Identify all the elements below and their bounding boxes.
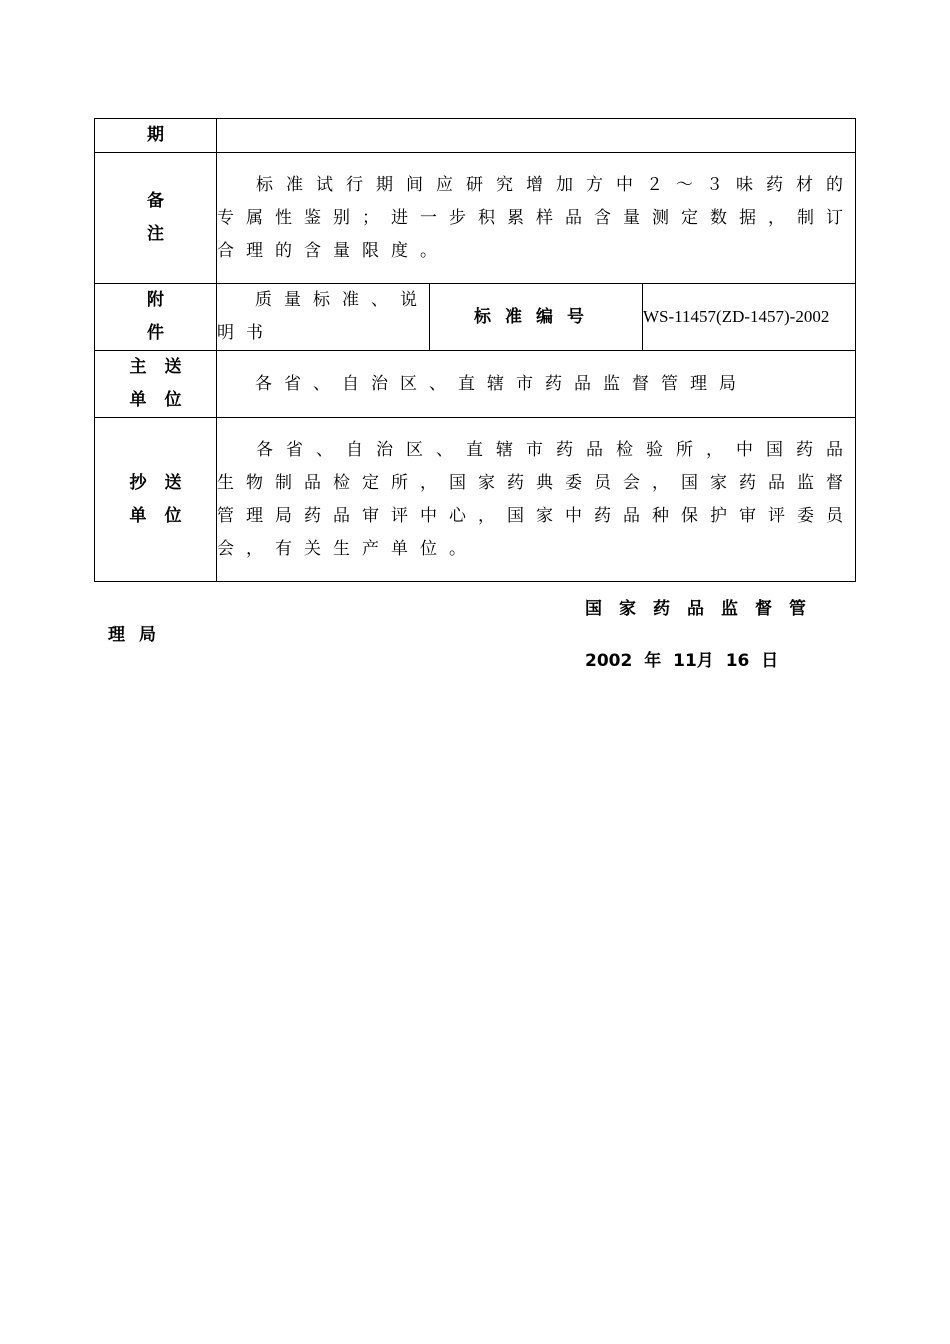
row-remarks [95, 153, 856, 284]
remarks-label-line1: 备 [147, 191, 178, 211]
row-cc-recipient [95, 418, 856, 582]
main-recipient-cell [217, 351, 856, 418]
remarks-label-line2: 注 [147, 224, 178, 244]
approval-table [94, 118, 856, 582]
remarks-cell [217, 153, 856, 284]
attachment-cell [217, 284, 430, 351]
period-label-text: 期 [147, 125, 178, 145]
cc-recipient-cell [217, 418, 856, 582]
remarks-text: 标准试行期间应研究增加方中２～３味药材的专属性鉴别；进一步积累样品含量测定数据，制订合理的含量限度。 [217, 174, 855, 261]
attachment-label-line2: 件 [147, 323, 178, 343]
remarks-label [95, 153, 217, 284]
standard-number-value: WS-11457(ZD-1457)-2002 [643, 284, 856, 351]
cc-recipient-label-line1: 抄送 [129, 472, 200, 493]
row-period [95, 119, 856, 153]
row-main-recipient [95, 351, 856, 418]
attachment-label-line1: 附 [147, 290, 178, 310]
period-value [217, 119, 856, 153]
main-recipient-label-line1: 主送 [129, 357, 200, 377]
cc-recipient-label-line2: 单位 [129, 505, 200, 526]
main-recipient-text: 各省、自治区、直辖市药品监督管理局 [255, 373, 748, 394]
issue-date: 2002 年 11月 16 日 [585, 651, 779, 671]
standard-number-label: 标准编号 [430, 284, 643, 351]
issuer-name-line2: 理局 [108, 625, 170, 645]
main-recipient-label-line2: 单位 [129, 390, 200, 410]
attachment-text: 质量标准、说明书 [217, 290, 429, 343]
row-attachment [95, 284, 856, 351]
main-recipient-label [95, 351, 217, 418]
period-label [95, 119, 217, 153]
cc-recipient-text: 各省、自治区、直辖市药品检验所，中国药品生物制品检定所，国家药典委员会，国家药品监督管理局药品审评中心，国家中药品种保护审评委员会，有关生产单位。 [217, 439, 855, 559]
attachment-label [95, 284, 217, 351]
cc-recipient-label [95, 418, 217, 582]
issuer-name-line1: 国家药品监督管 [585, 599, 823, 619]
